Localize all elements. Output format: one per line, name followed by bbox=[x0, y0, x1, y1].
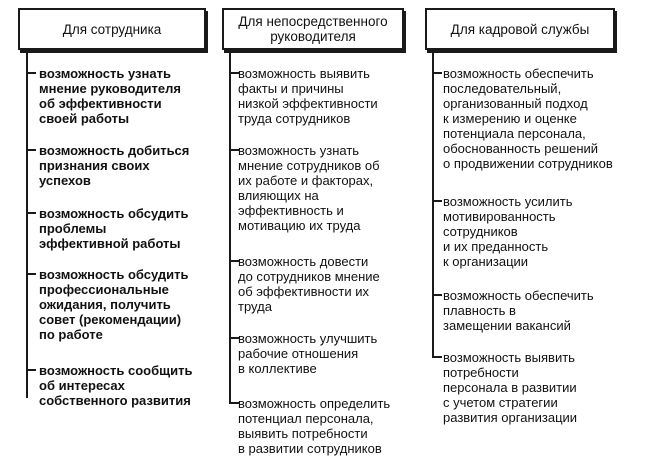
hr-benefit-item: возможность обеспечить последовательный, организованный подход к измерению и оценке потенциала персонала, обоснованность решений о продвижении сотрудников bbox=[443, 66, 613, 171]
manager-benefit-item: возможность довести до сотрудников мнение об эффективности их труда bbox=[238, 254, 380, 314]
manager-benefit-item: возможность выявить факты и причины низкой эффективности труда сотрудников bbox=[238, 66, 378, 126]
column-header-employee bbox=[18, 8, 206, 50]
connector-tick bbox=[26, 72, 36, 74]
connector-tick bbox=[432, 356, 442, 358]
employee-benefit-item: возможность узнать мнение руководителя об эффективности своей работы bbox=[39, 66, 181, 126]
hr-benefit-item: возможность обеспечить плавность в замещении вакансий bbox=[443, 288, 594, 333]
connector-tick bbox=[432, 72, 442, 74]
employee-benefit-item: возможность сообщить об интересах собственного развития bbox=[39, 363, 193, 408]
column-header-label: Для непосредственного руководителя bbox=[238, 14, 388, 44]
connector-tick bbox=[432, 200, 442, 202]
column-header-manager bbox=[222, 8, 404, 50]
hr-benefit-item: возможность выявить потребности персонала в развитии с учетом стратегии развития организации bbox=[443, 350, 578, 425]
manager-benefit-item: возможность улучшить рабочие отношения в коллективе bbox=[238, 331, 378, 376]
column-header-label: Для сотрудника bbox=[62, 21, 162, 37]
connector-tick bbox=[26, 212, 36, 214]
manager-benefit-item: возможность узнать мнение сотрудников об их работе и факторах, влияющих на эффективность и мотивацию их труда bbox=[238, 143, 380, 233]
manager-benefit-item: возможность определить потенциал персонала, выявить потребности в развитии сотрудников bbox=[238, 396, 391, 456]
employee-benefit-item: возможность обсудить проблемы эффективной работы bbox=[39, 206, 189, 251]
connector-tick bbox=[26, 369, 36, 371]
column-header-label: Для кадровой службы bbox=[450, 21, 590, 37]
connector-tick bbox=[26, 149, 36, 151]
employee-benefit-item: возможность обсудить профессиональные ожидания, получить совет (рекомендации) по работе bbox=[39, 267, 189, 342]
connector-tick bbox=[26, 273, 36, 275]
connector-line-employee bbox=[26, 52, 28, 398]
connector-line-hr bbox=[432, 52, 434, 358]
connector-line-manager bbox=[229, 52, 231, 404]
connector-tick bbox=[432, 294, 442, 296]
column-header-hr bbox=[425, 8, 615, 50]
employee-benefit-item: возможность добиться признания своих успехов bbox=[39, 143, 190, 188]
hr-benefit-item: возможность усилить мотивированность сотрудников и их преданность к организации bbox=[443, 194, 573, 269]
